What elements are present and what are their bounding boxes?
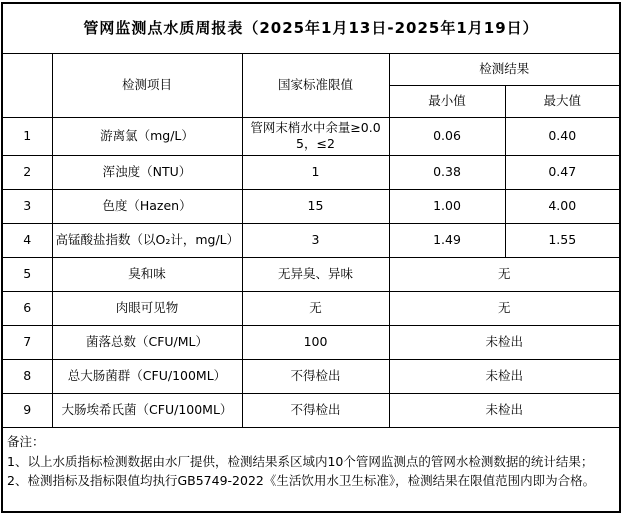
min-value: 1.00 [389,190,505,224]
notes-row [2,428,620,512]
item-name: 菌落总数（CFU/ML） [52,326,242,360]
min-value: 1.49 [389,224,505,258]
result-value: 无 [389,292,620,326]
row-index: 1 [2,117,52,156]
row-index: 6 [2,292,52,326]
table-row [2,360,620,394]
max-value: 1.55 [505,224,620,258]
table-row [2,394,620,428]
table-row [2,224,620,258]
header-row-1 [2,53,620,85]
standard-limit: 1 [242,156,389,190]
result-value: 无 [389,258,620,292]
col-header-item: 检测项目 [52,53,242,117]
row-index: 9 [2,394,52,428]
col-header-max: 最大值 [505,85,620,117]
table-row [2,190,620,224]
notes-label: 备注： [7,434,45,450]
result-value: 未检出 [389,394,620,428]
min-value: 0.38 [389,156,505,190]
item-name: 大肠埃希氏菌（CFU/100ML） [52,394,242,428]
water-quality-report-table [1,2,621,513]
max-value: 4.00 [505,190,620,224]
col-header-result-group: 检测结果 [389,53,620,85]
max-value: 0.47 [505,156,620,190]
note-line-2: 2、检测指标及指标限值均执行GB5749-2022《生活饮用水卫生标准》，检测结果在限值范围内即为合格。 [7,473,596,488]
standard-limit: 100 [242,326,389,360]
result-value: 未检出 [389,326,620,360]
max-value: 0.40 [505,117,620,156]
item-name: 色度（Hazen） [52,190,242,224]
standard-limit: 无异臭、异味 [242,258,389,292]
col-header-min: 最小值 [389,85,505,117]
row-index: 8 [2,360,52,394]
note-line-1: 1、以上水质指标检测数据由水厂提供，检测结果系区域内10个管网监测点的管网水检测数据的统计结果； [7,453,594,469]
item-name: 游离氯（mg/L） [52,117,242,156]
standard-limit: 不得检出 [242,394,389,428]
table-row [2,156,620,190]
table-row [2,258,620,292]
item-name: 浑浊度（NTU） [52,156,242,190]
row-index: 2 [2,156,52,190]
standard-limit: 3 [242,224,389,258]
standard-limit: 15 [242,190,389,224]
table-row [2,292,620,326]
row-index: 7 [2,326,52,360]
col-header-index [2,53,52,117]
row-index: 5 [2,258,52,292]
table-row [2,117,620,156]
item-name: 总大肠菌群（CFU/100ML） [52,360,242,394]
min-value: 0.06 [389,117,505,156]
result-value: 未检出 [389,360,620,394]
col-header-standard: 国家标准限值 [242,53,389,117]
item-name: 臭和味 [52,258,242,292]
row-index: 3 [2,190,52,224]
page-title: 管网监测点水质周报表（2025年1月13日-2025年1月19日） [2,3,620,53]
standard-limit: 不得检出 [242,360,389,394]
standard-limit: 无 [242,292,389,326]
row-index: 4 [2,224,52,258]
table-row [2,326,620,360]
title-row [2,3,620,53]
item-name: 高锰酸盐指数（以O₂计，mg/L） [52,224,242,258]
standard-limit: 管网末梢水中余量≥0.05，≤2 [242,117,389,156]
item-name: 肉眼可见物 [52,292,242,326]
notes-section [2,428,620,512]
